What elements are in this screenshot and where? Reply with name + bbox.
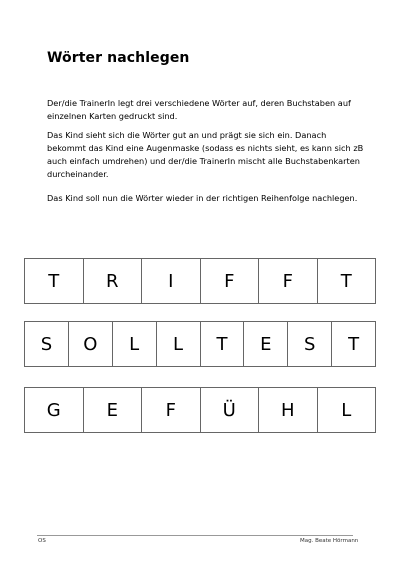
letter-card: L — [341, 399, 352, 421]
letter-card: T — [25, 259, 84, 303]
instruction-paragraph: Das Kind sieht sich die Wörter gut an und prägt sie sich ein. Danach bekommt das Kind eine Augenmaske (sodass es nichts sieht, es kann sich zB auch einfach umdrehen) und der/die TrainerIn mischt alle Buchstabenkarten durcheinander. — [47, 130, 364, 179]
letter-card: O — [69, 322, 113, 366]
letter-card: L — [113, 322, 157, 366]
letter-card: G — [25, 388, 84, 432]
instruction-paragraph: Das Kind soll nun die Wörter wieder in der richtigen Reihenfolge nachlegen. — [47, 193, 358, 203]
letter-card: L — [157, 322, 201, 366]
page-title: Wörter nachlegen — [47, 50, 190, 66]
letter-card: I — [142, 259, 201, 303]
footer-author: Mag. Beate Hörmann — [300, 538, 359, 544]
letter-card: H — [259, 388, 318, 432]
letter-card: F — [142, 388, 201, 432]
letter-card: Ü — [201, 388, 260, 432]
instruction-paragraph: Der/die TrainerIn legt drei verschiedene Wörter auf, deren Buchstaben auf einzelnen Karten gedruckt sind. — [47, 98, 351, 121]
letter-card: S — [288, 322, 332, 366]
letter-card: T — [340, 270, 352, 292]
letter-card-row-treffen — [24, 258, 376, 304]
letter-card: F — [201, 259, 260, 303]
letter-card: S — [25, 322, 69, 366]
footer-divider — [37, 535, 353, 536]
letter-card-row-gefuehl — [24, 387, 376, 433]
letter-card: R — [84, 259, 143, 303]
letter-card: T — [201, 322, 245, 366]
letter-card-row-solltest — [24, 321, 376, 367]
letter-card: E — [244, 322, 288, 366]
letter-card: E — [84, 388, 143, 432]
letter-card: T — [348, 333, 360, 355]
letter-card: F — [259, 259, 318, 303]
footer-page-label: OS — [38, 538, 46, 544]
